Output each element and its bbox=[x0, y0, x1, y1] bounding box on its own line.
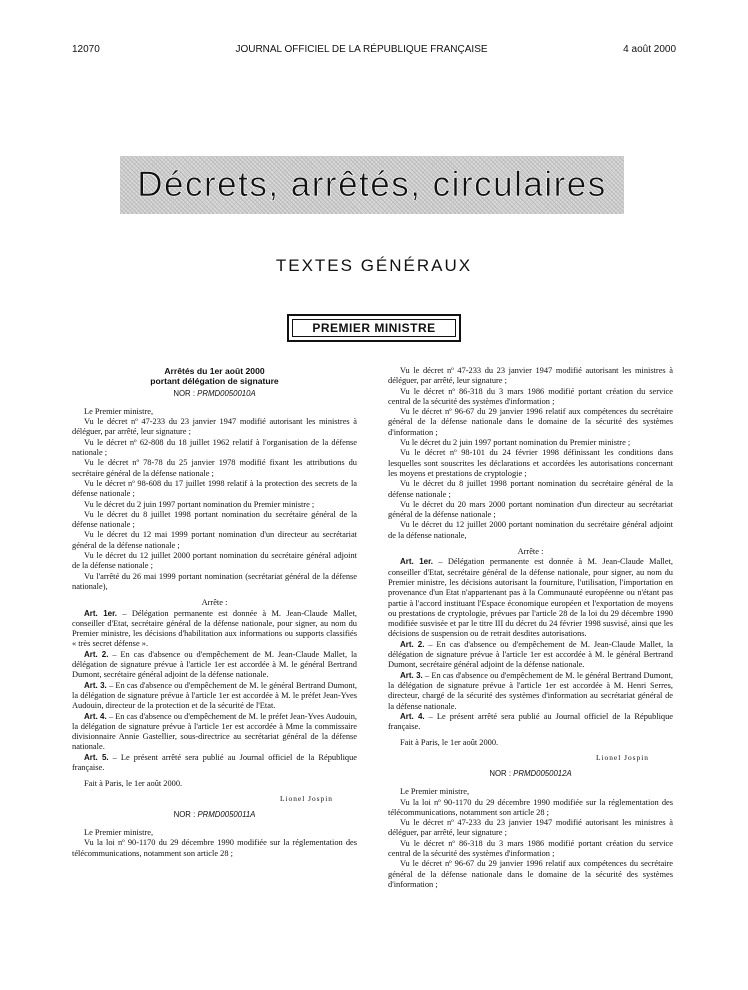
nor-reference: NOR : PRMD0050010A bbox=[173, 388, 256, 398]
paragraph: Vu le décret du 8 juillet 1998 portant nomination du secrétaire général de la défense nationale ; bbox=[388, 479, 673, 499]
article-text: – En cas d'absence ou d'empêchement de M. le général Bertrand Dumont, la délégation de signature prévue à l'article 1er est accordée à M. le préfet Jean-Yves Audouin, directeur de la protection et de la sécurité de l'Etat. bbox=[72, 680, 358, 711]
column-right bbox=[388, 366, 673, 890]
article-label: Art. 5. bbox=[84, 752, 109, 762]
paragraph: Vu le décret nº 86-318 du 3 mars 1986 modifié portant création du service central de la sécurité des systèmes d'information ; bbox=[388, 838, 673, 859]
paragraph: Vu le décret du 12 mai 1999 portant nomination d'un directeur au secrétariat général de la défense nationale ; bbox=[72, 530, 357, 550]
article-text: – En cas d'absence ou d'empêchement de M. Jean-Claude Mallet, la délégation de signature prévue à l'article 1er est accordée à M. le général Bertrand Dumont, secrétaire général adjoint de la défense nationale. bbox=[388, 639, 674, 670]
paragraph: Vu le décret du 12 juillet 2000 portant nomination du secrétaire général adjoint de la défense nationale ; bbox=[72, 551, 357, 571]
ministry-label: PREMIER MINISTRE bbox=[292, 319, 456, 337]
paragraph: Vu le décret nº 96-67 du 29 janvier 1996 relatif aux compétences du secrétaire général de la défense nationale dans le domaine de la sécurité des systèmes d'information ; bbox=[388, 859, 673, 889]
article bbox=[388, 712, 673, 733]
paragraph: Vu le décret du 2 juin 1997 portant nomination du Premier ministre ; bbox=[84, 499, 315, 509]
done-at: Fait à Paris, le 1er août 2000. bbox=[84, 779, 183, 789]
paragraph: Vu le décret nº 47-233 du 23 janvier 1947 modifié autorisant les ministres à déléguer, par arrêté, leur signature ; bbox=[388, 818, 673, 838]
paragraph: Vu le décret du 20 mars 2000 portant nomination d'un directeur au secrétariat général de la défense nationale ; bbox=[388, 499, 673, 520]
paragraph: Vu le décret nº 98-608 du 17 juillet 1998 relatif à la protection des secrets de la défense nationale ; bbox=[72, 478, 357, 499]
article-label: Art. 2. bbox=[400, 639, 425, 649]
nor-reference: NOR : PRMD0050012A bbox=[489, 768, 572, 778]
paragraph: Le Premier ministre, bbox=[84, 828, 154, 838]
journal-title: JOURNAL OFFICIEL DE LA RÉPUBLIQUE FRANÇAISE bbox=[235, 44, 488, 55]
paragraph: Vu le décret nº 62-808 du 18 juillet 1962 relatif à l'organisation de la défense nationale ; bbox=[72, 437, 357, 458]
article-text: – Délégation permanente est donnée à M. Jean-Claude Mallet, conseiller d'Etat, secrétaire général de la défense nationale, pour signer, au nom du Premier ministre, les décisions autorisant la fourniture, l'utilisation, l'importation en provenance d'un Etat n'appartenant pas à la Communauté européenne ou n'étant pas partie à l'accord instituant l'Espace économique européen et l'exportation de moyens ou prestations de cryptologie, prévues par l'article 28 de la loi du 29 décembre 1990 modifiée susvisée et par le titre III du décret du 24 février 1998 susvisé, ainsi que les décisions de suspension ou de retrait desdites autorisations. bbox=[388, 557, 673, 639]
article-text: – En cas d'absence ou d'empêchement de M. le général Bertrand Dumont, la délégation de signature prévue à l'article 1er est accordée à M. Henri Serres, directeur, chargé de la sécurité des systèmes d'information au secrétariat général de la défense nationale. bbox=[388, 670, 674, 711]
arrete-heading: Arrête : bbox=[201, 598, 228, 608]
paragraph: Vu le décret nº 96-67 du 29 janvier 1996 relatif aux compétences du secrétaire général de la défense nationale dans le domaine de la sécurité des systèmes d'information ; bbox=[388, 407, 673, 437]
article-label: Art. 2. bbox=[84, 649, 109, 659]
visa-list bbox=[388, 787, 673, 890]
article-text: – En cas d'absence ou d'empêchement de M. le préfet Jean-Yves Audouin, la délégation de signature prévue à l'article 1er est accordée à Mme la commissaire divisionnaire Annie Gastellier, sous-directrice au secrétariat général de la défense nationale. bbox=[72, 711, 358, 752]
visa-list bbox=[388, 366, 673, 541]
article bbox=[72, 681, 357, 712]
paragraph: Vu le décret du 2 juin 1997 portant nomination du Premier ministre ; bbox=[400, 438, 631, 448]
paragraph: Vu la loi nº 90-1170 du 29 décembre 1990 modifiée sur la réglementation des télécommunications, notamment son article 28 ; bbox=[388, 797, 673, 817]
article-label: Art. 1er. bbox=[400, 557, 434, 567]
nor-reference: NOR : PRMD0050011A bbox=[173, 809, 256, 819]
running-header bbox=[72, 44, 676, 55]
decree-subtitle: portant délégation de signature bbox=[150, 376, 279, 387]
article bbox=[72, 609, 357, 650]
article-label: Art. 1er. bbox=[84, 608, 118, 618]
paragraph: Vu le décret nº 78-78 du 25 janvier 1978 modifié fixant les attributions du secrétaire général de la défense nationale ; bbox=[72, 458, 357, 478]
article bbox=[72, 650, 357, 681]
article-label: Art. 4. bbox=[84, 711, 107, 721]
paragraph: Vu l'arrêté du 26 mai 1999 portant nomination (secrétariat général de la défense nationale), bbox=[72, 571, 357, 591]
arrete-heading: Arrête : bbox=[517, 547, 544, 557]
paragraph: Le Premier ministre, bbox=[400, 787, 470, 797]
paragraph: Vu le décret du 12 juillet 2000 portant nomination du secrétaire général adjoint de la défense nationale, bbox=[388, 520, 673, 540]
issue-date: 4 août 2000 bbox=[623, 44, 676, 55]
article-label: Art. 4. bbox=[400, 711, 425, 721]
article bbox=[388, 557, 673, 639]
paragraph: Vu le décret nº 47-233 du 23 janvier 1947 modifié autorisant les ministres à déléguer, par arrêté, leur signature ; bbox=[388, 366, 673, 386]
signature: Lionel Jospin bbox=[595, 752, 649, 762]
decree-title: Arrêtés du 1er août 2000 bbox=[164, 366, 265, 376]
article bbox=[72, 753, 357, 774]
section-banner bbox=[120, 156, 624, 214]
articles-list bbox=[388, 557, 673, 732]
visa-list bbox=[72, 407, 357, 592]
column-left bbox=[72, 366, 357, 859]
article-text: – Délégation permanente est donnée à M. Jean-Claude Mallet, conseiller d'Etat, secrétaire général de la défense nationale, pour signer, au nom du Premier ministre, les décisions d'habilitation aux informations ou supports classifiés « très secret défense ». bbox=[72, 608, 357, 649]
articles-list bbox=[72, 609, 357, 774]
article-text: – En cas d'absence ou d'empêchement de M. Jean-Claude Mallet, la délégation de signature prévue à l'article 1er est accordée à M. le général Bertrand Dumont, secrétaire général adjoint de la défense nationale. bbox=[72, 649, 358, 680]
paragraph: Vu le décret nº 47-233 du 23 janvier 1947 modifié autorisant les ministres à déléguer, par arrêté, leur signature ; bbox=[72, 417, 357, 437]
article bbox=[388, 640, 673, 671]
paragraph: Vu le décret nº 86-318 du 3 mars 1986 modifié portant création du service central de la sécurité des systèmes d'information ; bbox=[388, 386, 673, 406]
paragraph: Vu la loi nº 90-1170 du 29 décembre 1990 modifiée sur la réglementation des télécommunications, notamment son article 28 ; bbox=[72, 838, 357, 858]
article bbox=[72, 712, 357, 753]
visa-list bbox=[72, 828, 357, 859]
article-label: Art. 3. bbox=[84, 680, 107, 690]
article bbox=[388, 671, 673, 712]
paragraph: Vu le décret nº 98-101 du 24 février 1998 définissant les conditions dans lesquelles sont souscrites les déclarations et accordées les autorisations concernant les moyens et prestations de cryptologie ; bbox=[388, 448, 673, 478]
done-at: Fait à Paris, le 1er août 2000. bbox=[400, 738, 499, 748]
banner-title: Décrets, arrêtés, circulaires bbox=[137, 165, 607, 204]
signature: Lionel Jospin bbox=[279, 793, 333, 803]
section-title: TEXTES GÉNÉRAUX bbox=[275, 256, 473, 275]
paragraph: Vu le décret du 8 juillet 1998 portant nomination du secrétaire général de la défense nationale ; bbox=[72, 509, 357, 530]
paragraph: Le Premier ministre, bbox=[84, 406, 154, 416]
page-number: 12070 bbox=[72, 44, 100, 55]
article-text: – Le présent arrêté sera publié au Journal officiel de la République française. bbox=[388, 711, 673, 732]
article-text: – Le présent arrêté sera publié au Journal officiel de la République française. bbox=[72, 752, 357, 772]
ministry-box bbox=[287, 314, 461, 342]
article-label: Art. 3. bbox=[400, 670, 423, 680]
